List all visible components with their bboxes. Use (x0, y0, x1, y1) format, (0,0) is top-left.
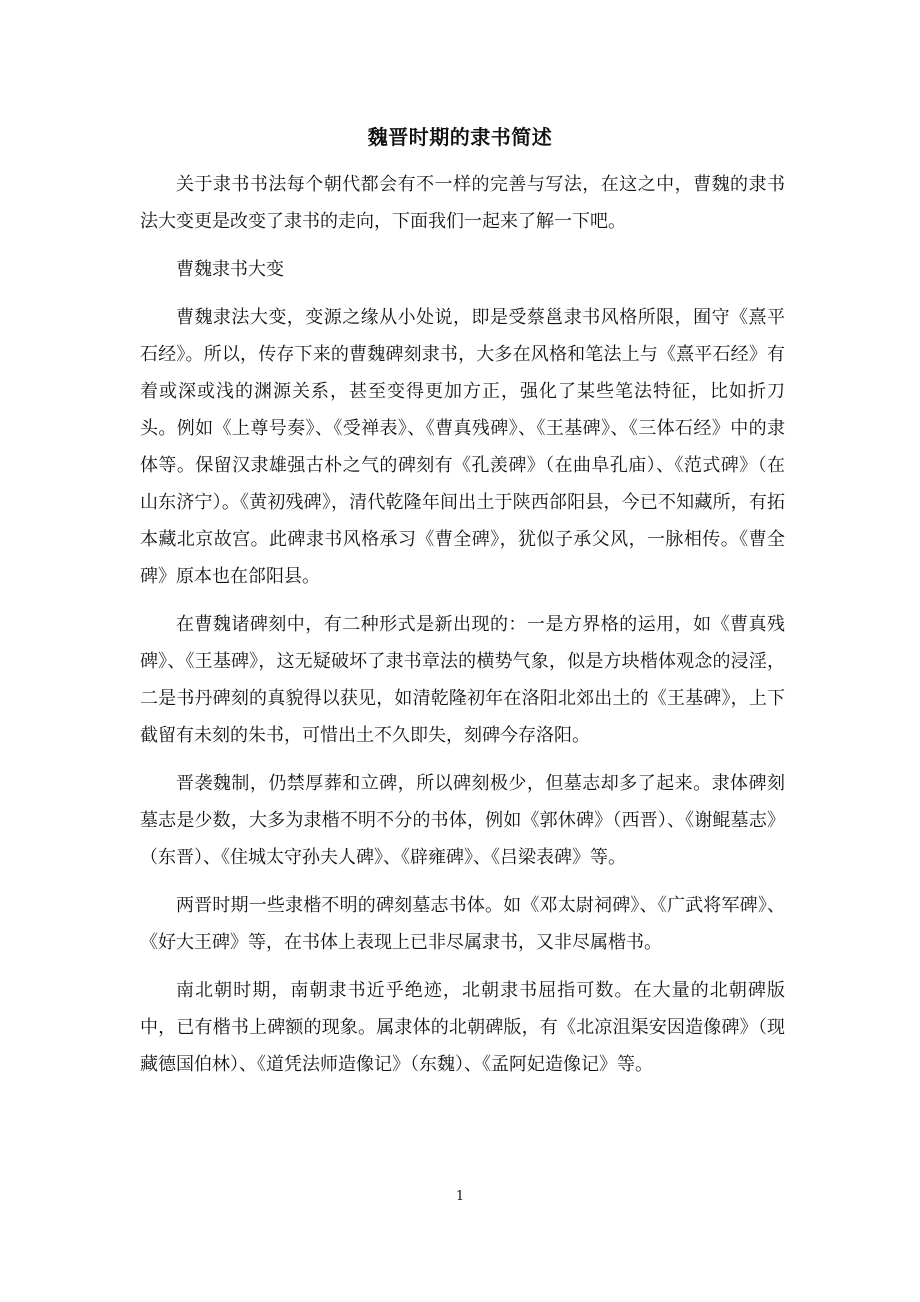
paragraph-jin: 晋袭魏制，仍禁厚葬和立碑，所以碑刻极少，但墓志却多了起来。隶体碑刻墓志是少数，大多为隶楷不明不分的书体，例如《郭休碑》（西晋）、《谢鲲墓志》（东晋）、《住城太守孙夫人碑》、《辟雍碑》、《吕梁表碑》等。 (140, 773, 785, 868)
document-title: 魏晋时期的隶书简述 (367, 125, 553, 149)
paragraph-southern-northern: 南北朝时期，南朝隶书近乎绝迹，北朝隶书屈指可数。在大量的北朝碑版中，已有楷书上碑额的现象。属隶体的北朝碑版，有《北凉沮渠安因造像碑》（现藏德国伯林）、《道凭法师造像记》（东魏）、《孟阿妃造像记》等。 (140, 980, 785, 1075)
paragraph-intro: 关于隶书书法每个朝代都会有不一样的完善与写法，在这之中，曹魏的隶书法大变更是改变了隶书的走向，下面我们一起来了解一下吧。 (140, 174, 785, 232)
document-body (140, 166, 785, 1083)
paragraph-cao-wei: 曹魏隶法大变，变源之缘从小处说，即是受蔡邕隶书风格所限，囿守《熹平石经》。所以，传存下来的曹魏碑刻隶书，大多在风格和笔法上与《熹平石经》有着或深或浅的渊源关系，甚至变得更加方正，强化了某些笔法特征，比如折刀头。例如《上尊号奏》、《受禅表》、《曹真残碑》、《王基碑》、《三体石经》中的隶体等。保留汉隶雄强古朴之气的碑刻有《孔羡碑》（在曲阜孔庙）、《范式碑》（在山东济宁）。《黄初残碑》，清代乾隆年间出土于陕西郃阳县，今已不知藏所，有拓本藏北京故宫。此碑隶书风格承习《曹全碑》，犹似子承父风，一脉相传。《曹全碑》原本也在郃阳县。 (140, 307, 785, 587)
page-number: 1 (455, 1189, 465, 1204)
section-heading: 曹魏隶书大变 (176, 259, 284, 280)
paragraph-two-jin: 两晋时期一些隶楷不明的碑刻墓志书体。如《邓太尉祠碑》、《广武将军碑》、《好大王碑》等，在书体上表现上已非尽属隶书，又非尽属楷书。 (140, 895, 785, 953)
paragraph-new-forms: 在曹魏诸碑刻中，有二种形式是新出现的：一是方界格的运用，如《曹真残碑》、《王基碑》，这无疑破坏了隶书章法的横势气象，似是方块楷体观念的浸淫，二是书丹碑刻的真貌得以获见，如清乾隆初年在洛阳北郊出土的《王基碑》，上下截留有未刻的朱书，可惜出土不久即失，刻碑今存洛阳。 (140, 614, 785, 746)
